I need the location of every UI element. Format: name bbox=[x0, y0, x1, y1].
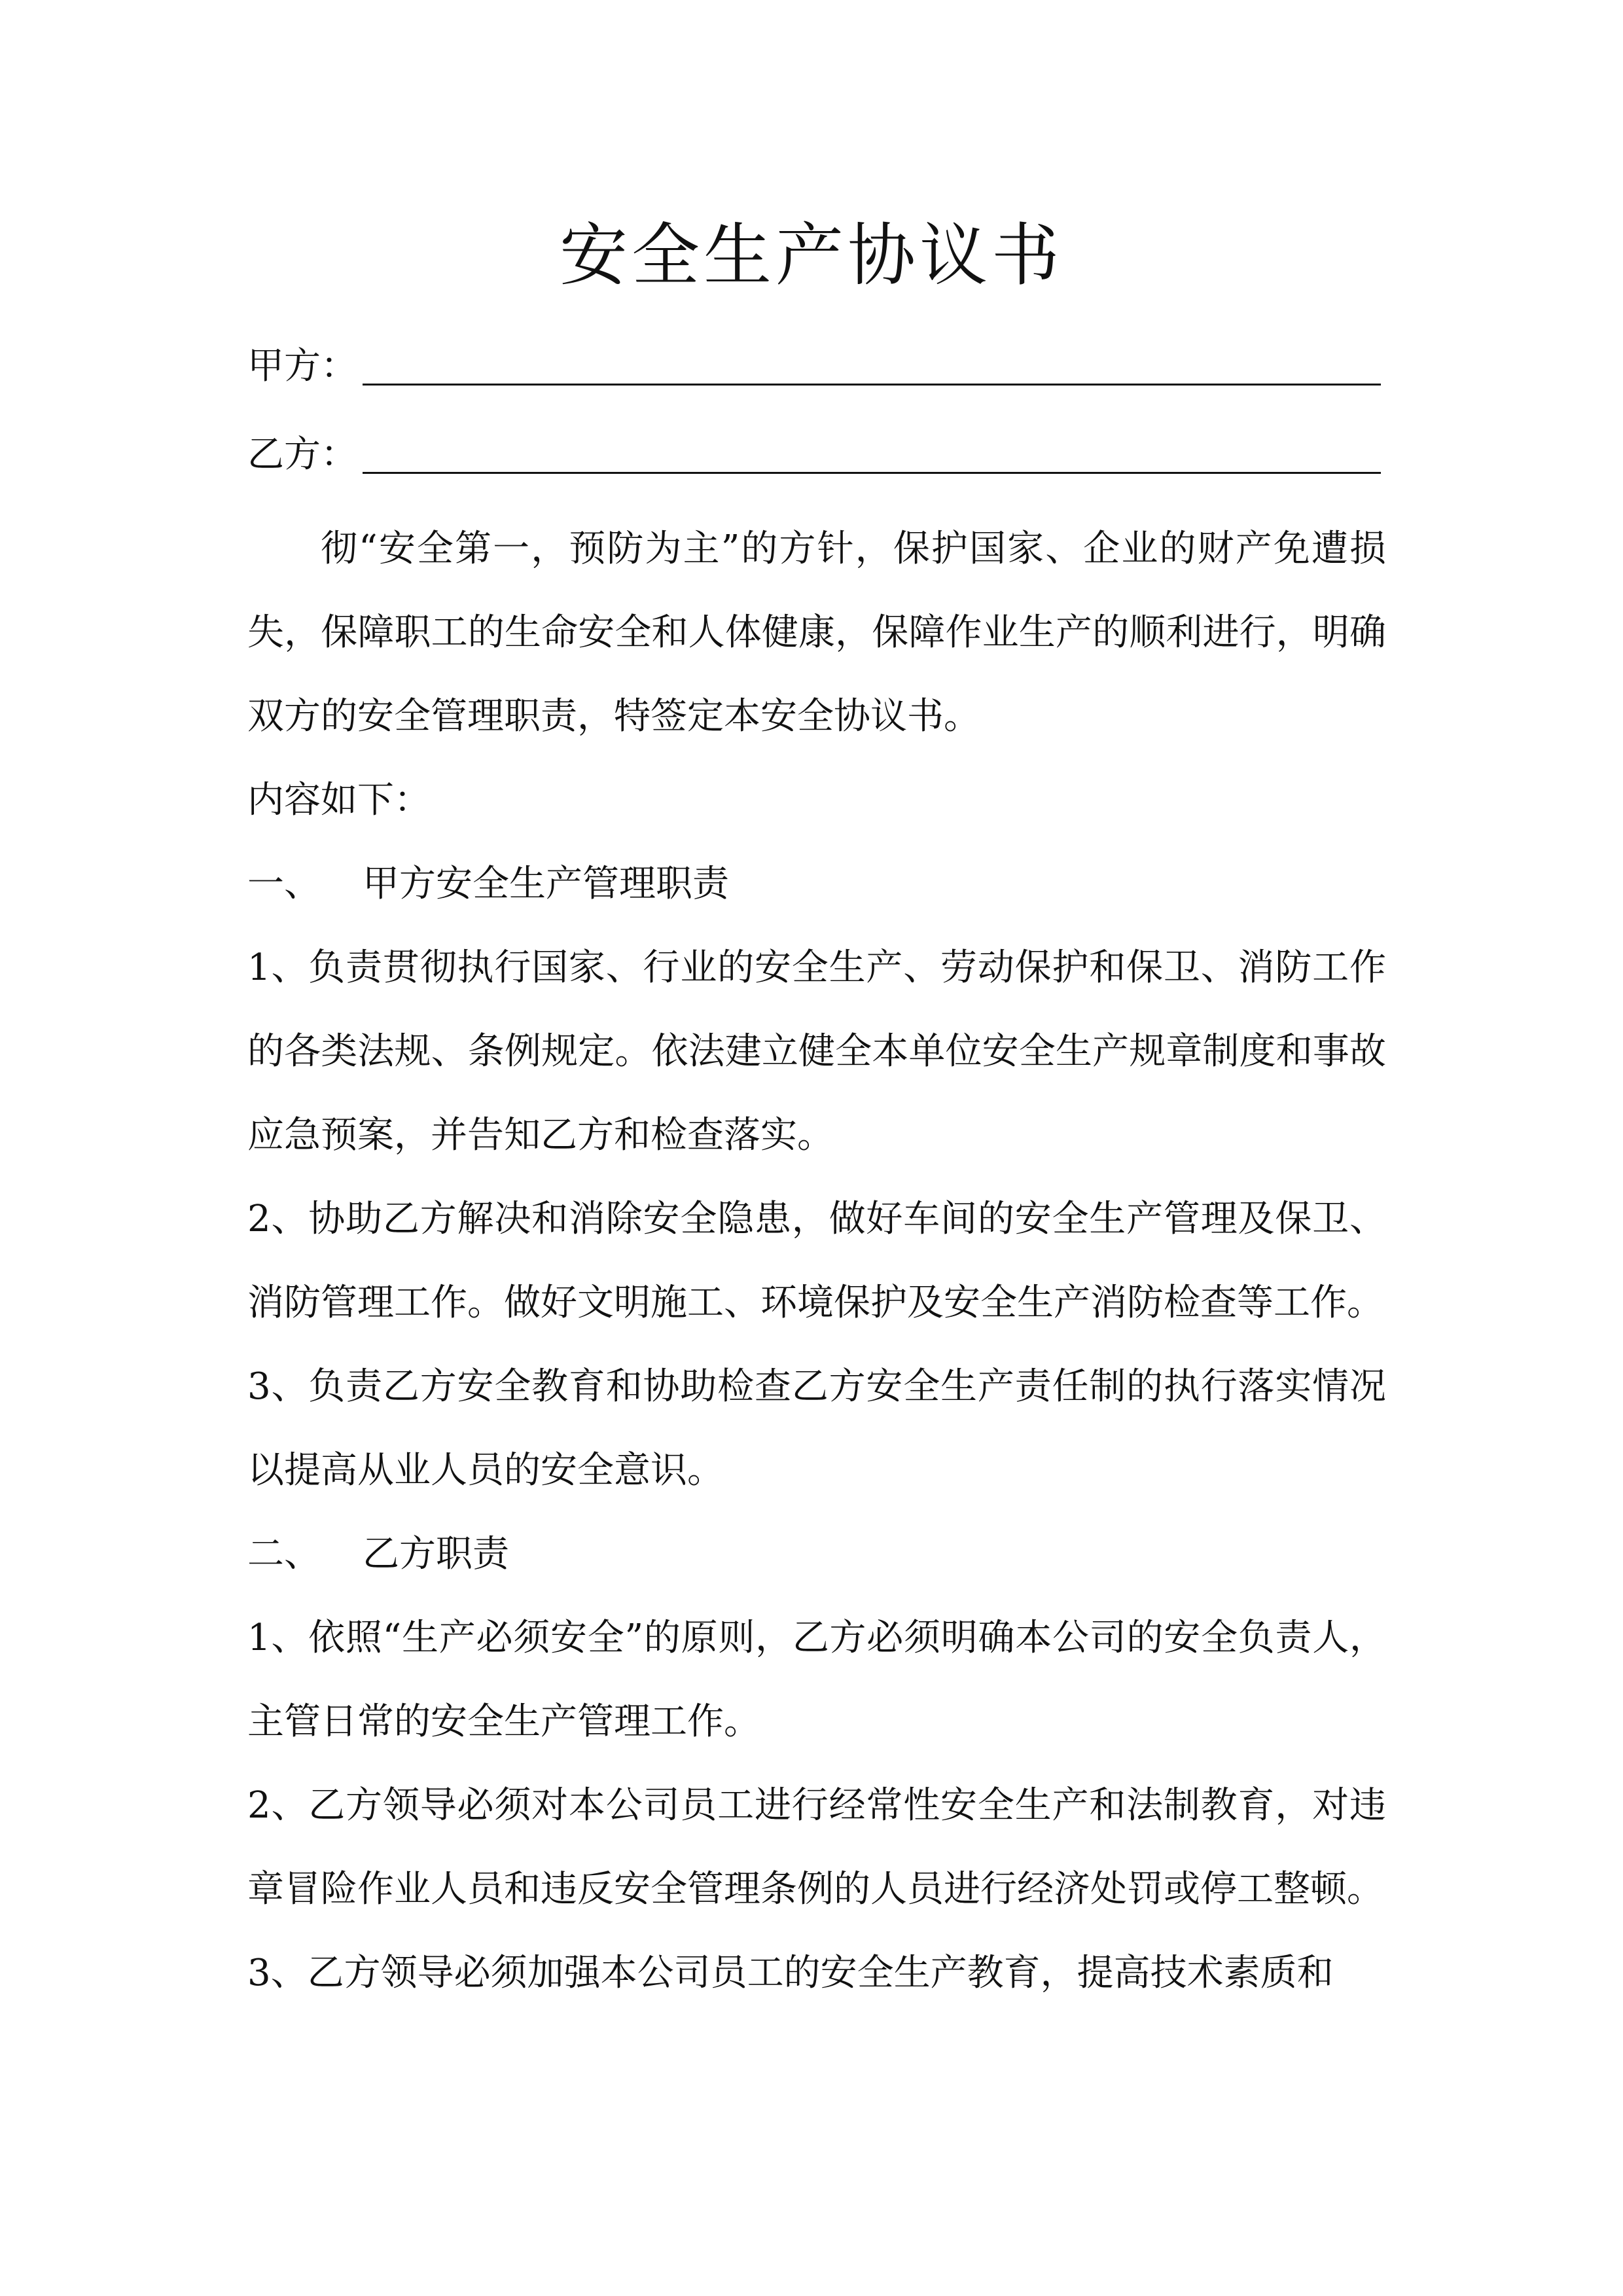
party-a-blank-line bbox=[363, 384, 1381, 386]
party-b-label: 乙方： bbox=[247, 433, 357, 476]
document-body bbox=[247, 507, 1386, 2015]
section-1-number: 一、 bbox=[247, 863, 321, 905]
party-b-field bbox=[247, 432, 1381, 478]
section-2-heading bbox=[247, 1513, 1386, 1596]
section-2-title: 乙方职责 bbox=[363, 1533, 509, 1575]
section-1-heading bbox=[247, 842, 1386, 926]
section-1-item: 1、负责贯彻执行国家、行业的安全生产、劳动保护和保卫、消防工作的各类法规、条例规定。依法建立健全本单位安全生产规章制度和事故应急预案，并告知乙方和检查落实。 bbox=[247, 946, 1386, 1157]
section-1-item: 3、负责乙方安全教育和协助检查乙方安全生产责任制的执行落实情况以提高从业人员的安全意识。 bbox=[247, 1365, 1386, 1492]
party-a-field bbox=[247, 344, 1381, 389]
content-lead: 内容如下： bbox=[247, 779, 431, 821]
section-2-item: 1、依照“生产必须安全”的原则，乙方必须明确本公司的安全负责人，主管日常的安全生产管理工作。 bbox=[247, 1617, 1386, 1743]
intro-paragraph: 彻“安全第一，预防为主”的方针，保护国家、企业的财产免遭损失，保障职工的生命安全和人体健康，保障作业生产的顺利进行，明确双方的安全管理职责，特签定本安全协议书。 bbox=[247, 528, 1386, 738]
party-b-blank-line bbox=[363, 472, 1381, 474]
party-a-label: 甲方： bbox=[247, 345, 357, 387]
section-2-item: 3、乙方领导必须加强本公司员工的安全生产教育，提高技术素质和 bbox=[247, 1952, 1334, 1994]
section-2-number: 二、 bbox=[247, 1533, 321, 1575]
section-1-title: 甲方安全生产管理职责 bbox=[363, 863, 729, 905]
section-1-item: 2、协助乙方解决和消除安全隐患，做好车间的安全生产管理及保卫、消防管理工作。做好文明施工、环境保护及安全生产消防检查等工作。 bbox=[247, 1198, 1386, 1324]
section-2-item: 2、乙方领导必须对本公司员工进行经常性安全生产和法制教育，对违章冒险作业人员和违反安全管理条例的人员进行经济处罚或停工整顿。 bbox=[247, 1784, 1386, 1910]
document-title: 安全生产协议书 bbox=[559, 215, 1063, 295]
